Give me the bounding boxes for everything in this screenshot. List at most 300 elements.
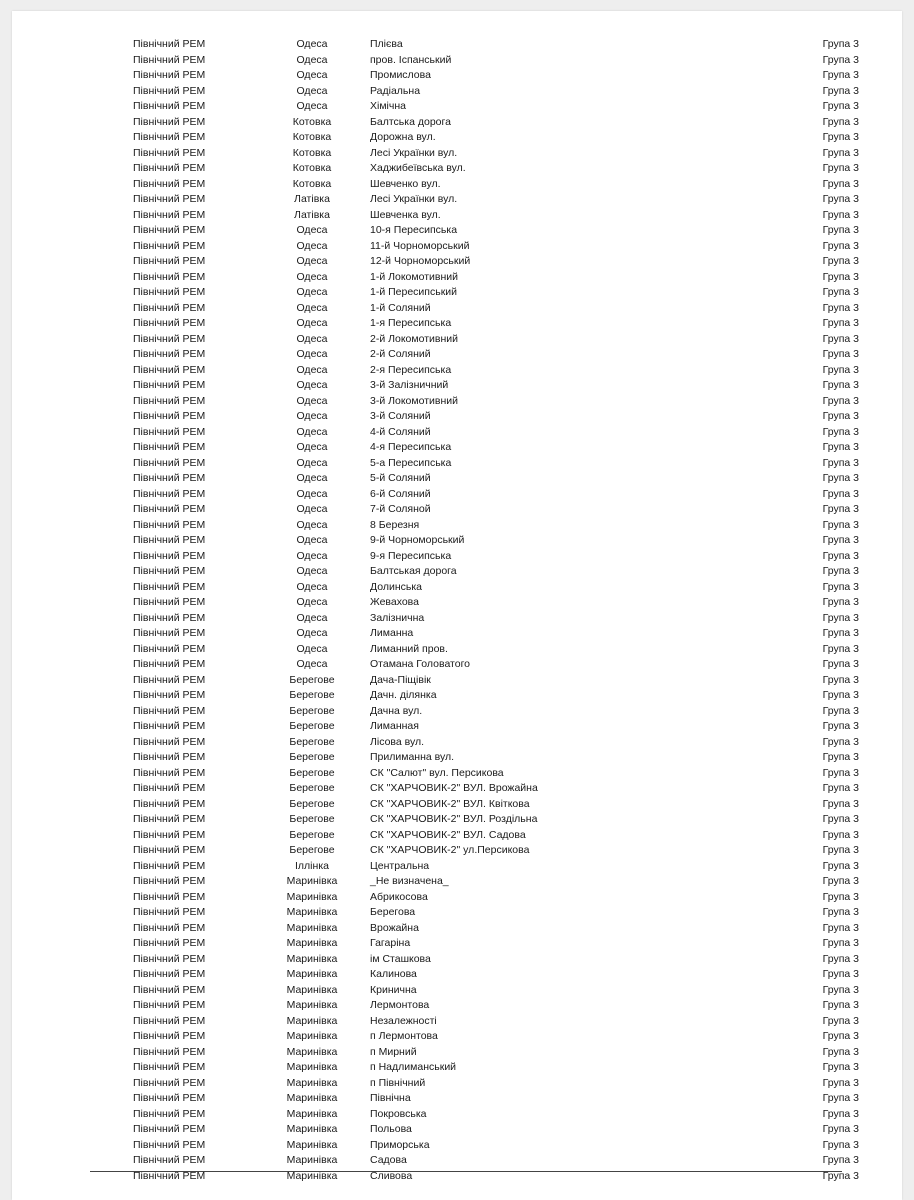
street-cell: п Північний <box>370 1076 426 1089</box>
settlement-cell: Одеса <box>296 441 328 453</box>
settlement-cell: Берегове <box>289 720 335 732</box>
rem-cell: Північний РЕМ <box>133 425 206 438</box>
street-cell: Дачн. ділянка <box>370 689 437 701</box>
street-cell: Прилиманна вул. <box>370 751 455 763</box>
group-cell: Група 3 <box>822 751 859 763</box>
street-cell: Калинова <box>370 968 417 980</box>
table-row <box>102 766 862 782</box>
street-cell: Абрикосова <box>370 890 428 903</box>
group-cell: Група 3 <box>822 875 859 887</box>
street-cell: Дорожна вул. <box>370 131 436 143</box>
table-row <box>102 688 862 704</box>
street-cell: Отамана Головатого <box>370 658 471 670</box>
street-cell: Радіальна <box>370 84 421 97</box>
table-row <box>102 363 862 379</box>
group-cell: Група 3 <box>822 735 859 748</box>
street-cell: 6-й Соляний <box>370 487 431 500</box>
group-cell: Група 3 <box>822 38 859 50</box>
settlement-cell: Берегове <box>289 735 335 748</box>
settlement-cell: Одеса <box>296 270 328 283</box>
street-cell: СК "ХАРЧОВИК-2" ВУЛ. Садова <box>370 828 526 841</box>
group-cell: Група 3 <box>822 1123 859 1135</box>
street-cell: СК "ХАРЧОВИК-2" ВУЛ. Роздільна <box>370 813 538 825</box>
group-cell: Група 3 <box>822 627 859 639</box>
settlement-cell: Маринівка <box>286 1154 338 1166</box>
table-row <box>102 394 862 410</box>
street-cell: 3-й Залізничний <box>370 379 449 391</box>
table-row <box>102 595 862 611</box>
rem-cell: Північний РЕМ <box>133 348 206 360</box>
settlement-cell: Маринівка <box>286 999 338 1011</box>
settlement-cell: Одеса <box>296 596 328 608</box>
group-cell: Група 3 <box>822 208 859 221</box>
settlement-cell: Одеса <box>296 410 328 422</box>
street-cell: 1-й Пересипський <box>370 286 458 298</box>
group-cell: Група 3 <box>822 270 859 283</box>
rem-cell: Північний РЕМ <box>133 456 206 469</box>
settlement-cell: Одеса <box>296 425 328 438</box>
table-row <box>102 518 862 534</box>
street-cell: 9-й Чорноморський <box>370 534 465 546</box>
rem-cell: Північний РЕМ <box>133 658 206 670</box>
group-cell: Група 3 <box>822 518 859 531</box>
group-cell: Група 3 <box>822 193 859 205</box>
street-cell: п Надлиманський <box>370 1061 457 1073</box>
table-row <box>102 239 862 255</box>
rem-cell: Північний РЕМ <box>133 1076 206 1089</box>
group-cell: Група 3 <box>822 332 859 345</box>
table-row <box>102 580 862 596</box>
rem-cell: Північний РЕМ <box>133 332 206 345</box>
street-cell: 3-й Соляний <box>370 410 431 422</box>
street-cell: Сливова <box>370 1169 413 1182</box>
outage-schedule-table <box>102 37 862 1184</box>
settlement-cell: Маринівка <box>286 1107 338 1120</box>
rem-cell: Північний РЕМ <box>133 580 206 593</box>
table-row <box>102 828 862 844</box>
street-cell: 12-й Чорноморський <box>370 255 471 267</box>
street-cell: Шевченко вул. <box>370 177 441 190</box>
table-row <box>102 115 862 131</box>
settlement-cell: Маринівка <box>286 921 338 934</box>
street-cell: Балтська дорога <box>370 115 451 128</box>
rem-cell: Північний РЕМ <box>133 115 206 128</box>
street-cell: 3-й Локомотивний <box>370 394 459 407</box>
rem-cell: Північний РЕМ <box>133 565 206 577</box>
group-cell: Група 3 <box>822 968 859 980</box>
table-row <box>102 797 862 813</box>
group-cell: Група 3 <box>822 363 859 376</box>
street-cell: Хімічна <box>370 100 406 112</box>
settlement-cell: Одеса <box>296 69 328 81</box>
group-cell: Група 3 <box>822 766 859 779</box>
table-row <box>102 378 862 394</box>
settlement-cell: Маринівка <box>286 1138 338 1151</box>
settlement-cell: Одеса <box>296 379 328 391</box>
settlement-cell: Одеса <box>296 642 328 655</box>
group-cell: Група 3 <box>822 84 859 97</box>
table-row <box>102 1029 862 1045</box>
street-cell: Лиманна <box>370 627 414 639</box>
rem-cell: Північний РЕМ <box>133 999 206 1011</box>
rem-cell: Північний РЕМ <box>133 642 206 655</box>
rem-cell: Північний РЕМ <box>133 1045 206 1058</box>
group-cell: Група 3 <box>822 906 859 918</box>
street-cell: Дачна вул. <box>370 704 423 717</box>
rem-cell: Північний РЕМ <box>133 255 206 267</box>
street-cell: 7-й Соляной <box>370 503 431 515</box>
settlement-cell: Маринівка <box>286 1092 338 1104</box>
street-cell: 8 Березня <box>370 518 420 531</box>
table-row <box>102 332 862 348</box>
street-cell: 5-а Пересипська <box>370 456 452 469</box>
settlement-cell: Берегове <box>289 813 335 825</box>
group-cell: Група 3 <box>822 813 859 825</box>
settlement-cell: Котовка <box>292 177 332 190</box>
settlement-cell: Одеса <box>296 394 328 407</box>
group-cell: Група 3 <box>822 301 859 314</box>
table-row <box>102 642 862 658</box>
group-cell: Група 3 <box>822 317 859 329</box>
street-cell: Кринична <box>370 983 417 996</box>
street-cell: 1-й Соляний <box>370 301 431 314</box>
table-row <box>102 564 862 580</box>
rem-cell: Північний РЕМ <box>133 1123 206 1135</box>
table-row <box>102 471 862 487</box>
settlement-cell: Маринівка <box>286 1030 338 1042</box>
settlement-cell: Котовка <box>292 146 332 159</box>
settlement-cell: Берегове <box>289 844 335 856</box>
street-cell: Гагаріна <box>370 937 411 949</box>
rem-cell: Північний РЕМ <box>133 84 206 97</box>
group-cell: Група 3 <box>822 115 859 128</box>
group-cell: Група 3 <box>822 348 859 360</box>
group-cell: Група 3 <box>822 441 859 453</box>
rem-cell: Північний РЕМ <box>133 1138 206 1151</box>
table-row <box>102 843 862 859</box>
group-cell: Група 3 <box>822 890 859 903</box>
group-cell: Група 3 <box>822 921 859 934</box>
group-cell: Група 3 <box>822 596 859 608</box>
rem-cell: Північний РЕМ <box>133 689 206 701</box>
settlement-cell: Одеса <box>296 487 328 500</box>
table-row <box>102 254 862 270</box>
rem-cell: Північний РЕМ <box>133 627 206 639</box>
street-cell: СК "Салют" вул. Персикова <box>370 766 504 779</box>
settlement-cell: Іллінка <box>295 859 329 872</box>
table-row <box>102 936 862 952</box>
street-cell: Залізнична <box>370 611 425 624</box>
rem-cell: Північний РЕМ <box>133 968 206 980</box>
table-row <box>102 161 862 177</box>
rem-cell: Північний РЕМ <box>133 1107 206 1120</box>
table-row <box>102 502 862 518</box>
settlement-cell: Котовка <box>292 162 332 174</box>
settlement-cell: Котовка <box>292 131 332 143</box>
rem-cell: Північний РЕМ <box>133 518 206 531</box>
rem-cell: Північний РЕМ <box>133 503 206 515</box>
street-cell: _Не визначена_ <box>370 875 449 887</box>
settlement-cell: Одеса <box>296 348 328 360</box>
settlement-cell: Маринівка <box>286 906 338 918</box>
table-row <box>102 285 862 301</box>
street-cell: Лесі Українки вул. <box>370 146 458 159</box>
table-row <box>102 456 862 472</box>
table-row <box>102 549 862 565</box>
rem-cell: Північний РЕМ <box>133 441 206 453</box>
table-row <box>102 952 862 968</box>
group-cell: Група 3 <box>822 1107 859 1120</box>
street-cell: п Лермонтова <box>370 1030 438 1042</box>
street-cell: СК "ХАРЧОВИК-2" ВУЛ. Квіткова <box>370 797 530 810</box>
table-row <box>102 440 862 456</box>
group-cell: Група 3 <box>822 704 859 717</box>
group-cell: Група 3 <box>822 952 859 965</box>
group-cell: Група 3 <box>822 456 859 469</box>
street-cell: Плієва <box>370 38 403 50</box>
group-cell: Група 3 <box>822 720 859 732</box>
settlement-cell: Одеса <box>296 224 328 236</box>
street-cell: Лермонтова <box>370 999 430 1011</box>
table-row <box>102 1138 862 1154</box>
settlement-cell: Одеса <box>296 565 328 577</box>
street-cell: 10-я Пересипська <box>370 224 458 236</box>
settlement-cell: Одеса <box>296 53 328 66</box>
rem-cell: Північний РЕМ <box>133 193 206 205</box>
table-row <box>102 750 862 766</box>
table-row <box>102 626 862 642</box>
rem-cell: Північний РЕМ <box>133 813 206 825</box>
settlement-cell: Берегове <box>289 673 335 686</box>
settlement-cell: Одеса <box>296 611 328 624</box>
group-cell: Група 3 <box>822 69 859 81</box>
street-cell: Польова <box>370 1123 412 1135</box>
settlement-cell: Маринівка <box>286 1076 338 1089</box>
settlement-cell: Одеса <box>296 549 328 562</box>
group-cell: Група 3 <box>822 658 859 670</box>
table-row <box>102 657 862 673</box>
table-row <box>102 409 862 425</box>
group-cell: Група 3 <box>822 146 859 159</box>
rem-cell: Північний РЕМ <box>133 146 206 159</box>
table-row <box>102 533 862 549</box>
group-cell: Група 3 <box>822 797 859 810</box>
rem-cell: Північний РЕМ <box>133 766 206 779</box>
group-cell: Група 3 <box>822 534 859 546</box>
table-row <box>102 967 862 983</box>
settlement-cell: Одеса <box>296 456 328 469</box>
settlement-cell: Берегове <box>289 704 335 717</box>
street-cell: Лесі Українки вул. <box>370 193 458 205</box>
group-cell: Група 3 <box>822 844 859 856</box>
rem-cell: Північний РЕМ <box>133 1092 206 1104</box>
table-row <box>102 998 862 1014</box>
rem-cell: Північний РЕМ <box>133 131 206 143</box>
rem-cell: Північний РЕМ <box>133 720 206 732</box>
street-cell: Жевахова <box>370 596 419 608</box>
group-cell: Група 3 <box>822 673 859 686</box>
settlement-cell: Одеса <box>296 286 328 298</box>
settlement-cell: Одеса <box>296 658 328 670</box>
rem-cell: Північний РЕМ <box>133 611 206 624</box>
rem-cell: Північний РЕМ <box>133 596 206 608</box>
group-cell: Група 3 <box>822 100 859 112</box>
settlement-cell: Маринівка <box>286 875 338 887</box>
settlement-cell: Маринівка <box>286 1045 338 1058</box>
street-cell: Хаджибеївська вул. <box>370 162 466 174</box>
rem-cell: Північний РЕМ <box>133 751 206 763</box>
street-cell: Шевченка вул. <box>370 208 441 221</box>
street-cell: Долинська <box>370 580 423 593</box>
rem-cell: Північний РЕМ <box>133 534 206 546</box>
settlement-cell: Одеса <box>296 472 328 484</box>
table-row <box>102 177 862 193</box>
table-row <box>102 905 862 921</box>
settlement-cell: Одеса <box>296 627 328 639</box>
street-cell: Садова <box>370 1154 407 1166</box>
rem-cell: Північний РЕМ <box>133 937 206 949</box>
table-row <box>102 146 862 162</box>
street-cell: СК "ХАРЧОВИК-2" ул.Персикова <box>370 844 530 856</box>
group-cell: Група 3 <box>822 1169 859 1182</box>
group-cell: Група 3 <box>822 487 859 500</box>
rem-cell: Північний РЕМ <box>133 906 206 918</box>
settlement-cell: Маринівка <box>286 983 338 996</box>
street-cell: 2-я Пересипська <box>370 363 452 376</box>
rem-cell: Північний РЕМ <box>133 69 206 81</box>
street-cell: 2-й Соляний <box>370 348 431 360</box>
group-cell: Група 3 <box>822 549 859 562</box>
settlement-cell: Одеса <box>296 100 328 112</box>
rem-cell: Північний РЕМ <box>133 735 206 748</box>
settlement-cell: Берегове <box>289 689 335 701</box>
group-cell: Група 3 <box>822 782 859 794</box>
settlement-cell: Маринівка <box>286 1169 338 1182</box>
settlement-cell: Одеса <box>296 255 328 267</box>
settlement-cell: Одеса <box>296 38 328 50</box>
rem-cell: Північний РЕМ <box>133 162 206 174</box>
group-cell: Група 3 <box>822 1030 859 1042</box>
table-bottom-border <box>90 1171 842 1172</box>
settlement-cell: Одеса <box>296 503 328 515</box>
street-cell: 5-й Соляний <box>370 472 431 484</box>
street-cell: СК "ХАРЧОВИК-2" ВУЛ. Врожайна <box>370 782 538 794</box>
rem-cell: Північний РЕМ <box>133 797 206 810</box>
group-cell: Група 3 <box>822 580 859 593</box>
rem-cell: Північний РЕМ <box>133 177 206 190</box>
street-cell: Північна <box>370 1092 411 1104</box>
group-cell: Група 3 <box>822 379 859 391</box>
table-row <box>102 316 862 332</box>
group-cell: Група 3 <box>822 255 859 267</box>
street-cell: Лиманний пров. <box>370 642 448 655</box>
settlement-cell: Одеса <box>296 534 328 546</box>
group-cell: Група 3 <box>822 937 859 949</box>
group-cell: Група 3 <box>822 611 859 624</box>
settlement-cell: Берегове <box>289 751 335 763</box>
settlement-cell: Маринівка <box>286 952 338 965</box>
settlement-cell: Одеса <box>296 317 328 329</box>
rem-cell: Північний РЕМ <box>133 673 206 686</box>
settlement-cell: Одеса <box>296 332 328 345</box>
settlement-cell: Маринівка <box>286 890 338 903</box>
street-cell: 1-й Локомотивний <box>370 270 459 283</box>
street-cell: 1-я Пересипська <box>370 317 452 329</box>
settlement-cell: Котовка <box>292 115 332 128</box>
group-cell: Група 3 <box>822 1138 859 1151</box>
group-cell: Група 3 <box>822 828 859 841</box>
table-row <box>102 1153 862 1169</box>
table-row <box>102 1060 862 1076</box>
street-cell: Лиманная <box>370 720 419 732</box>
group-cell: Група 3 <box>822 642 859 655</box>
rem-cell: Північний РЕМ <box>133 1061 206 1073</box>
rem-cell: Північний РЕМ <box>133 1169 206 1182</box>
rem-cell: Північний РЕМ <box>133 53 206 66</box>
table-row <box>102 735 862 751</box>
rem-cell: Північний РЕМ <box>133 379 206 391</box>
table-row <box>102 347 862 363</box>
group-cell: Група 3 <box>822 472 859 484</box>
rem-cell: Північний РЕМ <box>133 921 206 934</box>
table-row <box>102 208 862 224</box>
group-cell: Група 3 <box>822 1045 859 1058</box>
settlement-cell: Берегове <box>289 797 335 810</box>
group-cell: Група 3 <box>822 859 859 872</box>
street-cell: 2-й Локомотивний <box>370 332 459 345</box>
group-cell: Група 3 <box>822 1154 859 1166</box>
table-row <box>102 874 862 890</box>
table-row <box>102 223 862 239</box>
group-cell: Група 3 <box>822 162 859 174</box>
table-row <box>102 130 862 146</box>
group-cell: Група 3 <box>822 1092 859 1104</box>
rem-cell: Північний РЕМ <box>133 394 206 407</box>
rem-cell: Північний РЕМ <box>133 952 206 965</box>
street-cell: Врожайна <box>370 921 419 934</box>
rem-cell: Північний РЕМ <box>133 100 206 112</box>
group-cell: Група 3 <box>822 565 859 577</box>
street-cell: ім Сташкова <box>370 952 431 965</box>
rem-cell: Північний РЕМ <box>133 983 206 996</box>
table-row <box>102 53 862 69</box>
group-cell: Група 3 <box>822 394 859 407</box>
street-cell: 11-й Чорноморський <box>370 239 470 252</box>
group-cell: Група 3 <box>822 999 859 1011</box>
settlement-cell: Латівка <box>294 193 330 205</box>
group-cell: Група 3 <box>822 286 859 298</box>
rem-cell: Північний РЕМ <box>133 782 206 794</box>
table-row <box>102 1091 862 1107</box>
rem-cell: Північний РЕМ <box>133 224 206 236</box>
settlement-cell: Одеса <box>296 301 328 314</box>
rem-cell: Північний РЕМ <box>133 38 206 50</box>
group-cell: Група 3 <box>822 239 859 252</box>
rem-cell: Північний РЕМ <box>133 549 206 562</box>
table-row <box>102 99 862 115</box>
group-cell: Група 3 <box>822 983 859 996</box>
rem-cell: Північний РЕМ <box>133 487 206 500</box>
street-cell: Приморська <box>370 1138 430 1151</box>
settlement-cell: Одеса <box>296 518 328 531</box>
table-row <box>102 890 862 906</box>
table-row <box>102 301 862 317</box>
table-row <box>102 1014 862 1030</box>
street-cell: Покровська <box>370 1107 427 1120</box>
group-cell: Група 3 <box>822 1014 859 1027</box>
table-row <box>102 983 862 999</box>
rem-cell: Північний РЕМ <box>133 704 206 717</box>
